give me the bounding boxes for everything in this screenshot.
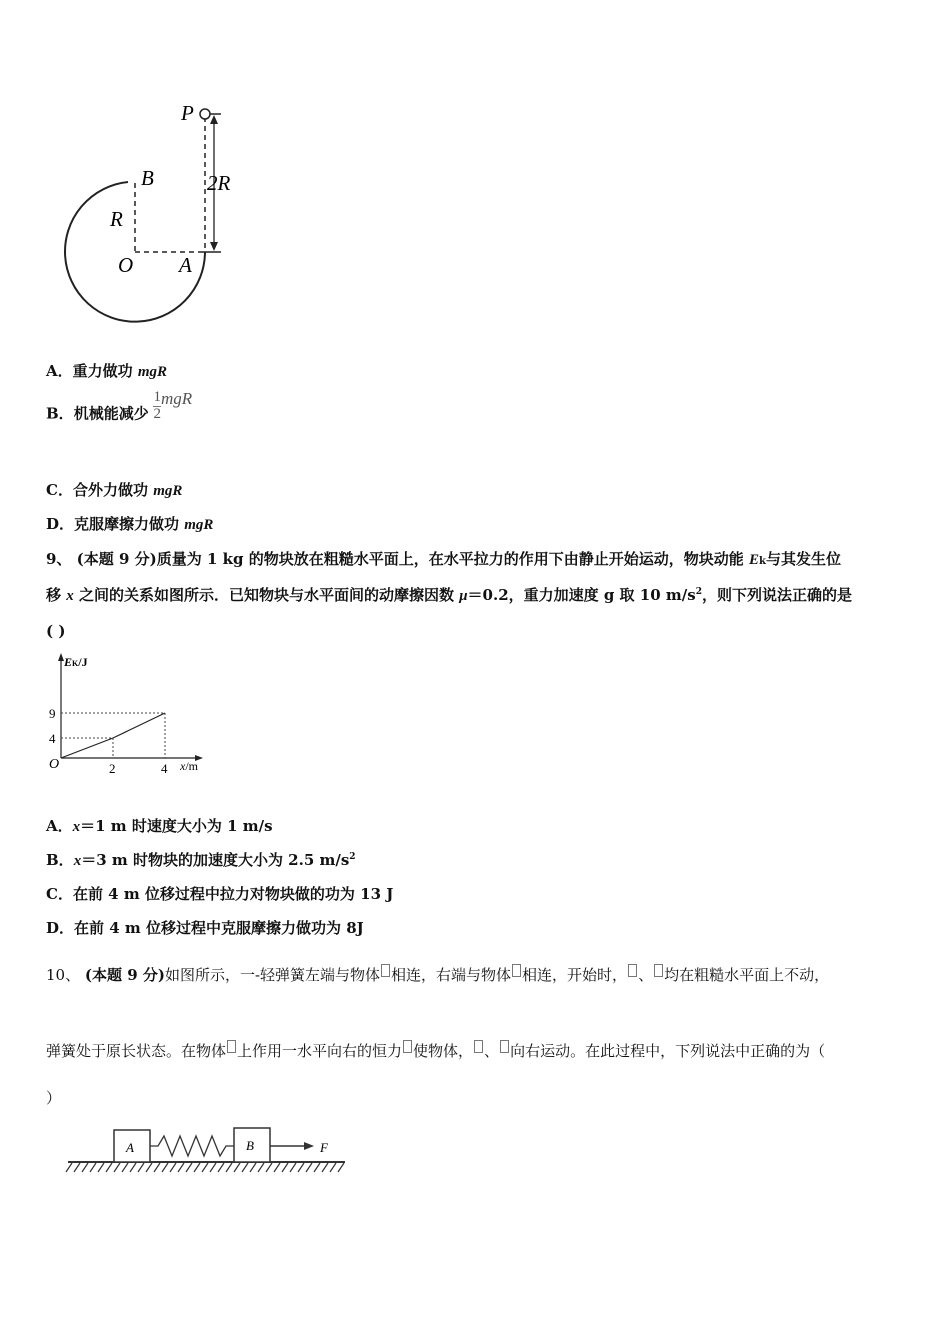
hatch-mark <box>266 1163 272 1172</box>
q8-option-a: A．重力做功 mgR <box>46 362 168 380</box>
q9-stem-line2: 移 x 之间的关系如图所示．已知物块与水平面间的动摩擦因数 μ＝0.2，重力加速度 g 取 10 $m/s^2$，则下列说法正确的是 <box>46 586 852 604</box>
hatch-mark <box>114 1163 120 1172</box>
hatch-mark <box>306 1163 312 1172</box>
chart-y-label: EK/J <box>64 655 88 669</box>
hatch-mark <box>122 1163 128 1172</box>
label-P: P <box>181 101 194 125</box>
label-B: B <box>141 166 154 190</box>
ground-hatching <box>66 1163 344 1172</box>
hatch-mark <box>154 1163 160 1172</box>
hatch-mark <box>314 1163 320 1172</box>
missing-glyph-box <box>500 1040 509 1053</box>
chart-origin: O <box>49 757 60 772</box>
q10-stem-line1: 10、 (本题 9 分)如图所示，一-轻弹簧左端与物体 相连，右端与物体 相连，开始时， 、 均在粗糙水平面上不动， <box>46 966 830 984</box>
circular-track-figure <box>55 95 255 335</box>
q9-option-a: A．x＝1 m 时速度大小为 1 m/s <box>46 817 273 835</box>
missing-glyph-box <box>227 1040 236 1053</box>
q8-option-c: C．合外力做功 mgR <box>46 481 183 499</box>
hatch-mark <box>130 1163 136 1172</box>
label-R: R <box>110 207 123 231</box>
label-O: O <box>118 253 134 277</box>
hatch-mark <box>202 1163 208 1172</box>
chart-y-tick-label: 9 <box>49 706 56 721</box>
q8-option-d: D．克服摩擦力做功 mgR <box>46 515 214 533</box>
hatch-mark <box>298 1163 304 1172</box>
hatch-mark <box>106 1163 112 1172</box>
label-2R: 2R <box>207 171 231 195</box>
hatch-mark <box>250 1163 256 1172</box>
block-A-label: A <box>126 1140 134 1155</box>
hatch-mark <box>146 1163 152 1172</box>
hatch-mark <box>210 1163 216 1172</box>
block-B-label: B <box>246 1138 254 1153</box>
hatch-mark <box>170 1163 176 1172</box>
q9-option-b: B．x＝3 m 时物块的加速度大小为 2.5 $m/s^2$ <box>46 851 356 869</box>
hatch-mark <box>274 1163 280 1172</box>
hatch-mark <box>322 1163 328 1172</box>
fraction-one-half: $\frac{1}{2}$ <box>153 389 161 422</box>
arrowhead-down <box>210 242 218 251</box>
hatch-mark <box>242 1163 248 1172</box>
hatch-mark <box>90 1163 96 1172</box>
hatch-mark <box>162 1163 168 1172</box>
hatch-mark <box>290 1163 296 1172</box>
chart-y-tick-label: 4 <box>49 731 56 746</box>
hatch-mark <box>74 1163 80 1172</box>
chart-x-label: x/m <box>180 759 198 773</box>
hatch-mark <box>330 1163 336 1172</box>
q10-stem-line2: 弹簧处于原长状态。在物体 上作用一水平向右的恒力 使物体， 、 向右运动。在此过程中，下列说法中正确的为（ <box>46 1042 826 1060</box>
hatch-mark <box>178 1163 184 1172</box>
q9-stem-line1: 9、 (本题 9 分)质量为 1 kg 的物块放在粗糙水平面上，在水平拉力的作用下由静止开始运动，物块动能 Ek与其发生位 <box>46 550 841 568</box>
ek-x-chart <box>40 650 220 780</box>
point-P-circle <box>200 109 210 119</box>
hatch-mark <box>98 1163 104 1172</box>
label-A: A <box>179 253 192 277</box>
hatch-mark <box>186 1163 192 1172</box>
force-label-F: F <box>320 1140 328 1155</box>
hatch-mark <box>258 1163 264 1172</box>
hatch-mark <box>338 1163 344 1172</box>
missing-glyph-box <box>403 1040 412 1053</box>
missing-glyph-box <box>628 964 637 977</box>
missing-glyph-box <box>474 1040 483 1053</box>
hatch-mark <box>282 1163 288 1172</box>
q9-answer-blank: ( ) <box>46 622 66 640</box>
chart-x-tick-label: 2 <box>109 761 116 776</box>
hatch-mark <box>138 1163 144 1172</box>
q10-stem-line3: ） <box>46 1089 62 1107</box>
hatch-mark <box>226 1163 232 1172</box>
force-arrowhead <box>304 1142 314 1150</box>
q9-option-c: C．在前 4 m 位移过程中拉力对物块做的功为 13 J <box>46 885 394 903</box>
hatch-mark <box>234 1163 240 1172</box>
hatch-mark <box>66 1163 72 1172</box>
hatch-mark <box>82 1163 88 1172</box>
hatch-mark <box>194 1163 200 1172</box>
chart-x-tick-label: 4 <box>161 761 168 776</box>
q8-option-b: B．机械能减少 $\frac{1}{2}$ mgR <box>46 389 193 423</box>
missing-glyph-box <box>512 964 521 977</box>
missing-glyph-box <box>654 964 663 977</box>
hatch-mark <box>218 1163 224 1172</box>
spring-blocks-figure <box>60 1122 360 1182</box>
spring <box>150 1136 234 1156</box>
arrowhead-up <box>210 115 218 124</box>
q9-option-d: D．在前 4 m 位移过程中克服摩擦力做功为 8J <box>46 919 364 937</box>
missing-glyph-box <box>381 964 390 977</box>
